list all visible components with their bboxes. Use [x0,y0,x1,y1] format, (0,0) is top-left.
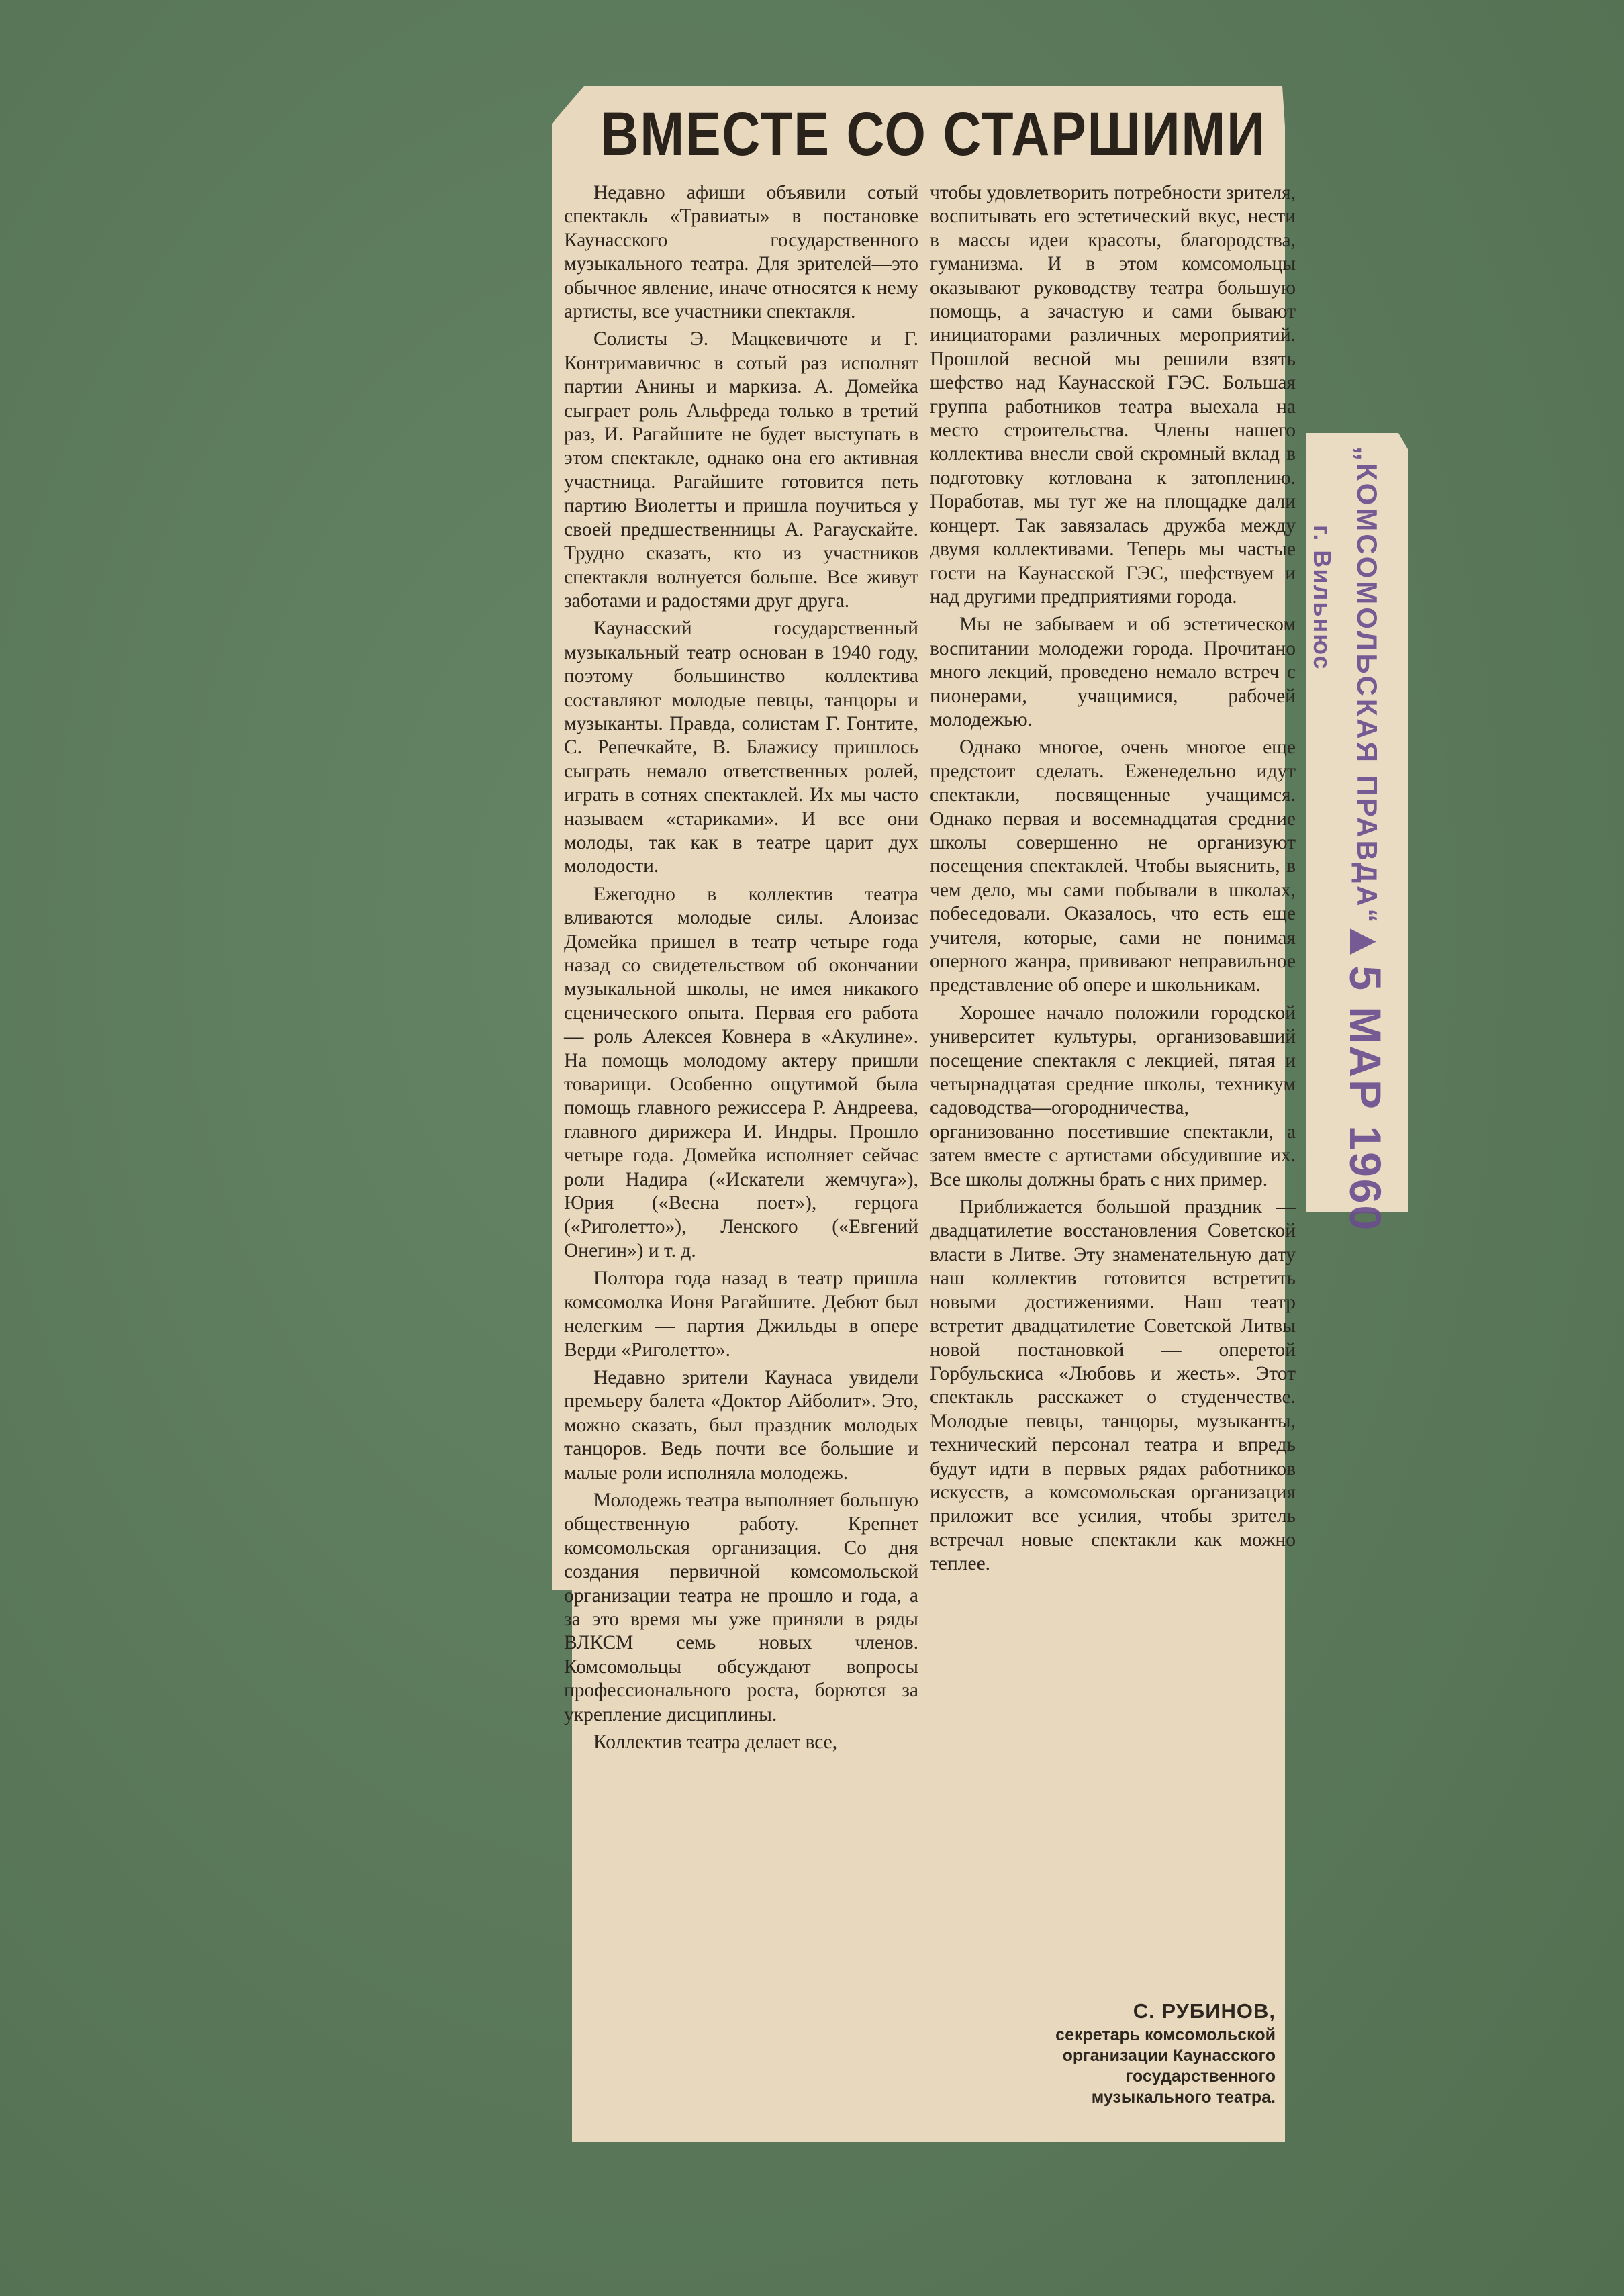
paragraph: Мы не забываем и об эстетическом воспитании молодежи города. Прочитано много лекций, проведено немало встреч с пионерами, учащимися, рабочей молодежью. [930,614,1296,730]
author-title-line: секретарь комсомольской [1055,2025,1276,2044]
paragraph: Недавно афиши объявили сотый спектакль «Травиаты» в постановке Каунасского государственного музыкального театра. Для зрителей—это обычное явление, иначе относятся к нему артисты, все участники спектакля. [564,182,918,323]
article-column-1 [564,181,918,1758]
paragraph: Коллектив театра делает все, [593,1731,838,1753]
date-stamp: ▲5 МАР 1960 [1341,920,1390,1233]
author-title-line: организации Каунасского [1062,2046,1276,2065]
author-title-line: государственного [1125,2067,1276,2086]
article-column-2 [930,181,1296,1580]
paragraph: Недавно зрители Каунаса увидели премьеру балета «Доктор Айболит». Это, можно сказать, был праздник молодых танцоров. Ведь почти все большие и малые роли исполняла молодежь. [564,1366,918,1484]
paragraph: чтобы удовлетворить потребности зрителя, воспитывать его эстетический вкус, нести в массы идеи красоты, благородства, гуманизма. И в этом комсомольцы оказывают руководству театра большую помощь, а зачастую и сами бывают инициаторами различных мероприятий. Прошлой весной мы решили взять шефство над Каунасской ГЭС. Большая группа работников театра выехала на место строительства. Члены нашего коллектива внесли свой скромный вклад в подготовку котлована к затоплению. Поработав, мы тут же на площадке дали концерт. Так завязалась дружба между двумя коллективами. Теперь мы частые гости на Каунасской ГЭС, шефствуем и над другими предприятиями города. [930,182,1296,608]
paragraph: Ежегодно в коллектив театра вливаются молодые силы. Алоизас Домейка пришел в театр четыре года назад со свидетельством об окончании музыкальной школы, не имея никакого сценического опыта. Первая его работа — роль Алексея Ковнера в «Акулине». На помощь молодому актеру пришли товарищи. Особенно ощутимой была помощь главного режиссера Р. Андреева, главного дирижера И. Индры. Прошло четыре года. Домейка исполняет сейчас роли Надира («Искатели жемчуга»), Юрия («Весна поет»), герцога («Риголетто»), Ленского («Евгений Онегин») и т. д. [564,883,918,1261]
paragraph: Молодежь театра выполняет большую общественную работу. Крепнет комсомольская организация. Со дня создания первичной комсомольской организации театра не прошло и года, а за это время мы уже приняли в ряды ВЛКСМ семь новых членов. Комсомольцы обсуждают вопросы профессионального роста, борются за укрепление дисциплины. [564,1489,918,1725]
paragraph: Хорошее начало положили городской университет культуры, организовавший посещение спектакля с лекцией, пятая и четырнадцатая средние школы, техникум садоводства—огородничества, организованно посетившие спектакли, а затем вместе с артистами обсудившие их. Все школы должны брать с них пример. [930,1002,1296,1190]
author-name: С. РУБИНОВ, [1133,1999,1276,2023]
article-headline: ВМЕСТЕ СО СТАРШИМИ [600,99,1266,169]
paragraph: Полтора года назад в театр пришла комсомолка Ионя Рагайшите. Дебют был нелегким — партия Джильды в опере Верди «Риголетто». [564,1267,918,1361]
newspaper-name-stamp: „КОМСОМОЛЬСКАЯ ПРАВДА“ [1351,446,1383,926]
paragraph: Приближается большой праздник — двадцатилетие восстановления Советской власти в Литве. Эту знаменательную дату наш коллектив готовится встретить новыми достижениями. Наш театр встретит двадцатилетие Советской Литвы новой постановкой — оперетой Горбульскиса «Любовь и жесть». Этот спектакль расскажет о студенчестве. Молодые певцы, танцоры, музыканты, технический персонал театра и впредь будут идти в первых рядах работников искусств, а комсомольская организация приложит все усилия, чтобы зритель встречал новые спектакли как можно теплее. [930,1196,1296,1575]
author-signature [926,1999,1276,2108]
city-stamp: г. Вильнюс [1308,525,1336,671]
paragraph: Однако многое, очень многое еще предстоит сделать. Еженедельно идут спектакли, посвященные учащимся. Однако первая и восемнадцатая средние школы совершенно не организуют посещения спектаклей. Чтобы выяснить, в чем дело, мы сами побывали в школах, побеседовали. Оказалось, что есть еще учителя, которые, сами не понимая оперного жанра, прививают неправильное представление об опере и школьникам. [930,736,1296,996]
paragraph: Солисты Э. Мацкевичюте и Г. Контримавичюс в сотый раз исполнят партии Анины и маркиза. А. Домейка сыграет роль Альфреда только в третий раз, И. Рагайшите не будет выступать в этом спектакле, однако она его активная участница. Рагайшите готовится петь партию Виолетты и пришла поучиться у своей предшественницы А. Рагаускайте. Трудно сказать, кто из участников спектакля волнуется больше. Все живут заботами и радостями друг друга. [564,328,918,612]
author-title-line: музыкального театра. [1091,2088,1276,2107]
paragraph: Каунасский государственный музыкальный театр основан в 1940 году, поэтому большинство коллектива составляют молодые певцы, танцоры и музыканты. Правда, солистам Г. Гонтите, С. Репечкайте, В. Блажису пришлось сыграть немало ответственных ролей, играть в сотнях спектаклей. Их мы часто называем «стариками». И все они молоды, так как в театре царит дух молодости. [564,618,918,877]
